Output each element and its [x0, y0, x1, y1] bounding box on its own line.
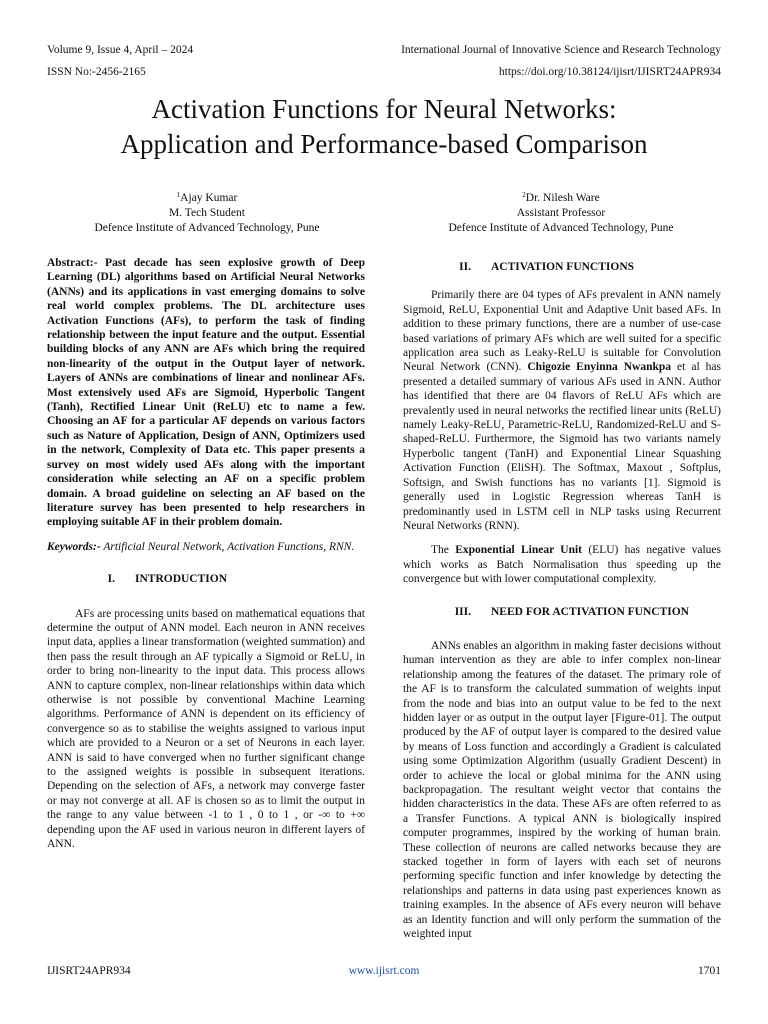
footer-paper-id: IJISRT24APR934 — [47, 965, 131, 977]
author-2-sup: 2 — [522, 191, 526, 199]
activation-paragraph-2 — [403, 543, 721, 586]
section-heading-need-for-activation — [403, 605, 721, 619]
keywords-text: Artificial Neural Network, Activation Functions, RNN. — [100, 540, 355, 553]
paper-title — [0, 92, 768, 162]
author-2-affiliation: Defence Institute of Advanced Technology, Pune — [448, 222, 674, 234]
paragraph-text: The — [431, 544, 456, 557]
term-highlight: Exponential Linear Unit — [455, 544, 583, 557]
paragraph-text: et al has presented a detailed summary of various AFs used in ANN. Author has identified that there are 04 flavors of ReLU AFs which are prevalently used in neural networks the rectified linear units (ReLU) namely Leaky-ReLU, Parametric-ReLU, Randomized-ReLU and S-shaped-ReLU. Furthermore, the Sigmoid has two variants namely Hyperbolic tangent (TanH) and Exponential Linear Squashing Activation Function (EliSH). The Softmax, Maxout , Softplus, Softsign, and Swish functions has no variants [1]. Sigmoid is generally used in Logistic Regression whereas TanH is predominantly used in LSTM cell in NLP tasks using Recurrent Neural Networks (RNN). — [403, 361, 721, 532]
author-reference: Chigozie Enyinna Nwankpa — [527, 361, 672, 374]
paragraph-text: (ELU) has negative values which works as Batch Normalisation thus speeding up the convergence but with lower computational complexity. — [403, 544, 721, 586]
introduction-body: AFs are processing units based on mathematical equations that determine the output of ANN model. Each neuron in ANN receives input data, applies a linear transformation (weighted summation) and then pass the result through an AF typically a Sigmoid or ReLU, in order to bring non-linearity to the input data. This process allows ANN to capture complex, non-linear relationships within data which otherwise is not possible by conventional Machine Learning algorithms. Performance of ANN is dependent on its efficiency of convergence so as to stabilise the weights assigned to various input which are provided to a Neuron or a set of Neurons in each layer. ANN is said to have converged when no further significant change to the assigned weights is possible in subsequent iterations. Depending on the selection of AFs, a network may converge faster or may not converge at all. AF is chosen so as to limit the output in the range to any value between -1 to 1 , 0 to 1 , or -∞ to +∞ depending upon the AF used in various neuron in different layers of ANN. — [47, 607, 365, 851]
author-2-role: Assistant Professor — [516, 207, 606, 219]
keywords-label: Keywords:- — [47, 540, 101, 553]
journal-name: International Journal of Innovative Science and Research Technology — [401, 44, 721, 56]
author-1-sup: 1 — [176, 191, 181, 199]
need-body: ANNs enables an algorithm in making faster decisions without human intervention as they are able to infer complex non-linear relationship among the features of the dataset. The primary role of the AF is to transform the calculated summation of weights input from the node and bias into an output value to be fed to the next hidden layer or as output in the output layer [Figure-01]. The output produced by the AF of output layer is compared to the desired value by means of Loss function and accordingly a Gradient is calculated using some Optimization Algorithm (usually Gradient Descent) in order to achieve the local or global minima for the ANN using backpropagation. The resultant weight vector that contains the hidden characteristics in the data. These AFs are often referred to as a Transfer Functions. A typical ANN is biologically inspired computer programmes, inspired by the working of human brain. These collection of neurons are called networks because they are stacked together in form of layers with each set of neurons performing specific function and infer knowledge by detecting the relationships and patterns in data using past experiences known as training examples. In the absence of AFs every neuron will behave as an Identity function and will only perform the summation of the weighted input — [403, 639, 721, 941]
issn: ISSN No:-2456-2165 — [47, 66, 146, 78]
title-line-1: Activation Functions for Neural Networks: — [151, 94, 617, 124]
abstract: Abstract:- Past decade has seen explosive growth of Deep Learning (DL) algorithms based on Artificial Neural Networks (ANNs) and its applications in vast emerging domains to solve real world complex problems. The DL architecture uses Activation Functions (AFs), to perform the task of finding relationship between the input feature and the output. Essential building blocks of any ANN are AFs which bring the required non-linearity of the output in the Output layer of network. Layers of ANNs are combinations of linear and nonlinear AFs. Most extensively used AFs are Sigmoid, Hyperbolic Tangent (Tanh), Rectified Linear Unit (ReLU) etc to name a few. Choosing an AF for a particular AF depends on various factors such as Nature of Application, Design of ANN, Optimizers used in the network, Complexity of Data etc. This paper presents a survey on most widely used AFs along with the important consideration while selecting an AF on a specific problem domain. A broad guideline on selecting an AF based on the literature survey has been presented to help researchers in employing suitable AF in their problem domain. — [47, 257, 365, 529]
section-number: I. — [107, 573, 115, 586]
volume-info: Volume 9, Issue 4, April – 2024 — [47, 44, 194, 56]
footer-website-link[interactable]: www.ijisrt.com — [348, 965, 420, 977]
section-title: NEED FOR ACTIVATION FUNCTION — [491, 605, 689, 618]
title-line-2: Application and Performance-based Comparison — [120, 129, 648, 159]
activation-paragraph-1 — [403, 288, 721, 533]
keywords — [47, 540, 365, 554]
section-heading-introduction — [47, 572, 365, 586]
section-heading-activation-functions — [403, 260, 721, 274]
section-number: II. — [459, 261, 471, 273]
left-column — [47, 256, 365, 861]
doi-link[interactable]: https://doi.org/10.38124/ijisrt/IJISRT24APR934 — [498, 66, 721, 78]
author-2 — [421, 188, 701, 236]
author-2-name: Dr. Nilesh Ware — [525, 192, 600, 204]
page-number: 1701 — [698, 965, 721, 977]
author-1 — [67, 188, 347, 236]
section-title: INTRODUCTION — [135, 573, 228, 586]
author-1-role: M. Tech Student — [169, 207, 245, 219]
section-number: III. — [454, 605, 471, 618]
author-1-name: Ajay Kumar — [180, 192, 238, 204]
paragraph-text: Primarily there are 04 types of AFs prevalent in ANN namely Sigmoid, ReLU, Exponential Unit and Adaptive Unit based AFs. In addition to these primary functions, there are a number of use-case based variations of primary AFs which are well suited for a specific application area such as Leaky-ReLU is suitable for Convolution Neural Network (CNN). — [403, 289, 721, 374]
right-column — [403, 256, 721, 951]
author-1-affiliation: Defence Institute of Advanced Technology, Pune — [94, 222, 320, 234]
section-title: ACTIVATION FUNCTIONS — [491, 261, 635, 273]
